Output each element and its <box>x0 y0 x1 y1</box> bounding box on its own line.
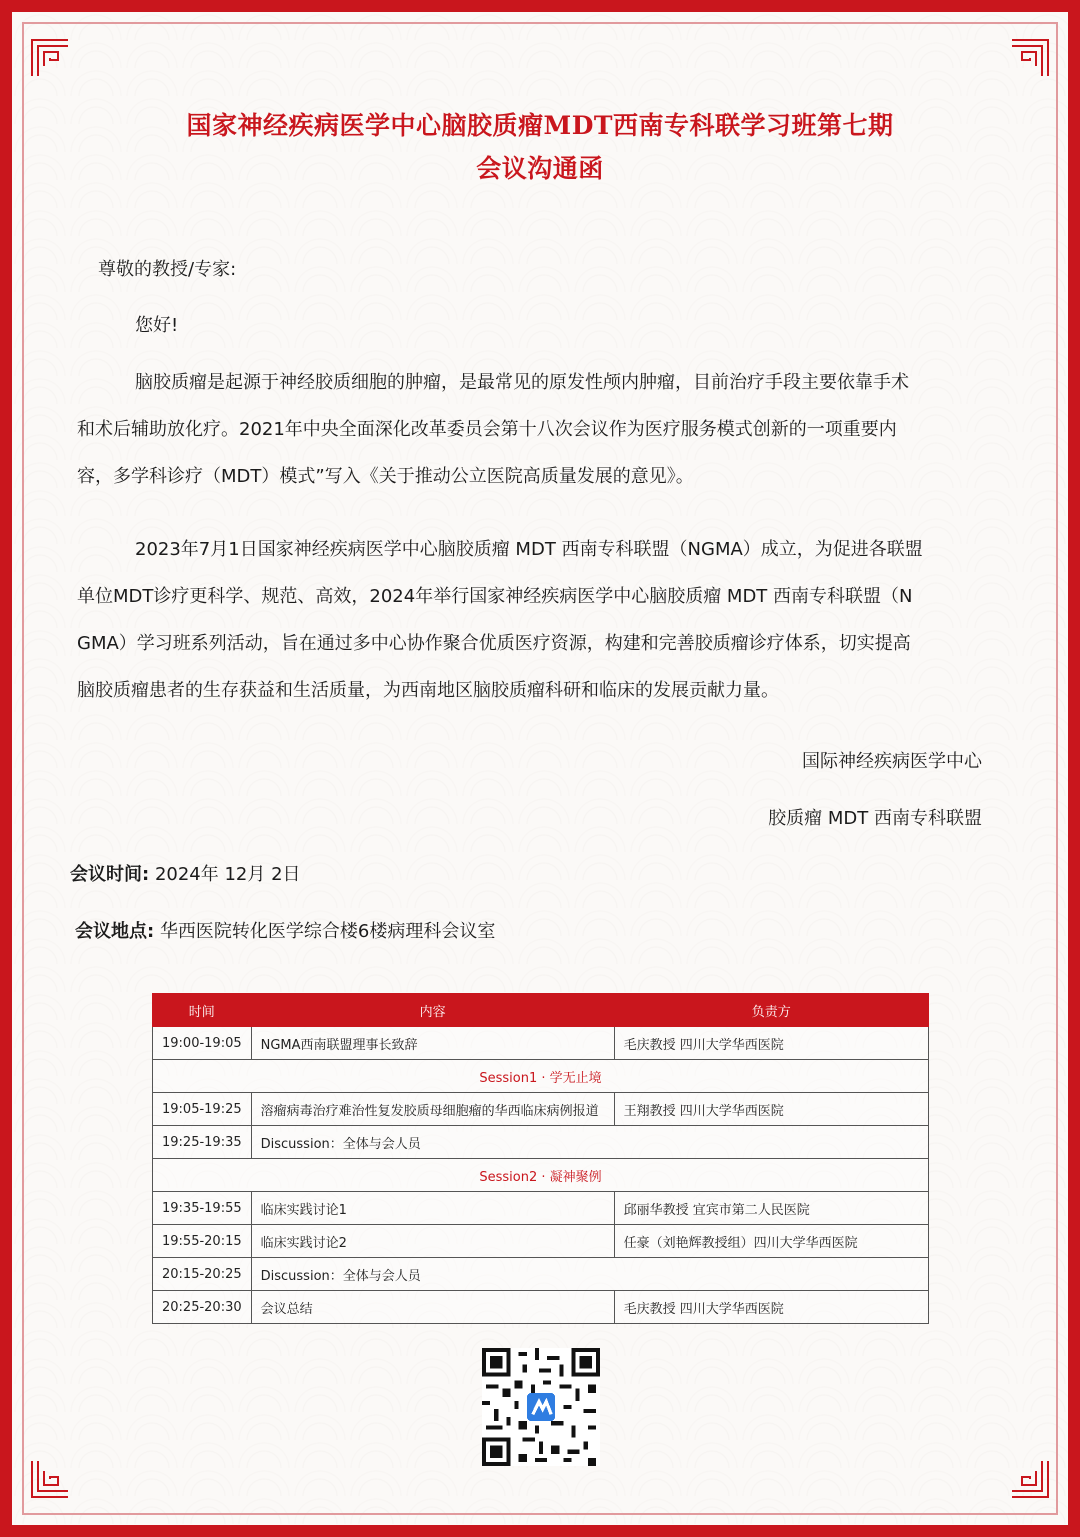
row-time: 19:55-20:15 <box>153 1225 252 1258</box>
meeting-time <box>70 860 301 886</box>
row-owner: 毛庆教授 四川大学华西医院 <box>614 1027 928 1060</box>
table-row <box>153 1126 929 1159</box>
row-content: 会议总结 <box>251 1291 614 1324</box>
row-time: 19:25-19:35 <box>153 1126 252 1159</box>
header-time: 时间 <box>153 994 252 1027</box>
paragraph1-line: 脑胶质瘤是起源于神经胶质细胞的肿瘤，是最常见的原发性颅内肿瘤，目前治疗手段主要依靠手术 <box>135 372 909 393</box>
salutation: 尊敬的教授/专家: <box>98 259 237 280</box>
paragraph2-line: 脑胶质瘤患者的生存获益和生活质量，为西南地区脑胶质瘤科研和临床的发展贡献力量。 <box>77 680 779 701</box>
row-time: 20:25-20:30 <box>153 1291 252 1324</box>
paragraph1-line: 容，多学科诊疗（MDT）模式”写入《关于推动公立医院高质量发展的意见》。 <box>77 466 694 487</box>
corner-ornament-icon <box>30 38 70 78</box>
page-subtitle: 会议沟通函 <box>476 154 604 183</box>
table-row <box>153 1291 929 1324</box>
row-time: 19:35-19:55 <box>153 1192 252 1225</box>
header-owner: 负责方 <box>614 994 928 1027</box>
row-owner: 任豪（刘艳辉教授组）四川大学华西医院 <box>614 1225 928 1258</box>
row-content: 临床实践讨论1 <box>251 1192 614 1225</box>
agenda-table <box>152 993 929 1324</box>
table-row <box>153 1093 929 1126</box>
meeting-time-label: 会议时间: <box>70 864 150 885</box>
session-row <box>153 1159 929 1192</box>
page-title: 国家神经疾病医学中心脑胶质瘤MDT西南专科联学习班第七期 <box>186 111 894 140</box>
header-content: 内容 <box>251 994 614 1027</box>
corner-ornament-icon <box>30 1459 70 1499</box>
session-title: Session2 · 凝神聚例 <box>153 1159 929 1192</box>
paragraph2-line: 单位MDT诊疗更科学、规范、高效，2024年举行国家神经疾病医学中心脑胶质瘤 MDT 西南专科联盟（N <box>77 586 913 607</box>
qr-code-icon[interactable] <box>482 1348 600 1466</box>
meeting-place-label: 会议地点: <box>75 921 155 942</box>
row-content: Discussion：全体与会人员 <box>251 1126 928 1159</box>
corner-ornament-icon <box>1010 1459 1050 1499</box>
session-title: Session1 · 学无止境 <box>153 1060 929 1093</box>
paragraph2-line: 2023年7月1日国家神经疾病医学中心脑胶质瘤 MDT 西南专科联盟（NGMA）成立，为促进各联盟 <box>135 539 923 560</box>
row-content: Discussion：全体与会人员 <box>251 1258 928 1291</box>
paragraph2-line: GMA）学习班系列活动，旨在通过多中心协作聚合优质医疗资源，构建和完善胶质瘤诊疗体系，切实提高 <box>77 633 911 654</box>
row-time: 19:00-19:05 <box>153 1027 252 1060</box>
hello: 您好! <box>135 315 179 336</box>
paragraph1-line: 和术后辅助放化疗。2021年中央全面深化改革委员会第十八次会议作为医疗服务模式创新的一项重要内 <box>77 419 897 440</box>
row-time: 19:05-19:25 <box>153 1093 252 1126</box>
row-owner: 毛庆教授 四川大学华西医院 <box>614 1291 928 1324</box>
row-owner: 邱丽华教授 宜宾市第二人民医院 <box>614 1192 928 1225</box>
meeting-place <box>75 917 495 943</box>
session-row <box>153 1060 929 1093</box>
signature-org2: 胶质瘤 MDT 西南专科联盟 <box>768 808 982 829</box>
row-owner: 王翔教授 四川大学华西医院 <box>614 1093 928 1126</box>
row-time: 20:15-20:25 <box>153 1258 252 1291</box>
table-row <box>153 1027 929 1060</box>
row-content: NGMA西南联盟理事长致辞 <box>251 1027 614 1060</box>
row-content: 溶瘤病毒治疗难治性复发胶质母细胞瘤的华西临床病例报道 <box>251 1093 614 1126</box>
meeting-place-value: 华西医院转化医学综合楼6楼病理科会议室 <box>159 921 496 942</box>
table-row <box>153 1258 929 1291</box>
table-row <box>153 1225 929 1258</box>
meeting-time-value: 2024年 12月 2日 <box>154 864 301 885</box>
row-content: 临床实践讨论2 <box>251 1225 614 1258</box>
signature-org1: 国际神经疾病医学中心 <box>802 751 982 772</box>
table-header-row <box>153 994 929 1027</box>
corner-ornament-icon <box>1010 38 1050 78</box>
table-row <box>153 1192 929 1225</box>
